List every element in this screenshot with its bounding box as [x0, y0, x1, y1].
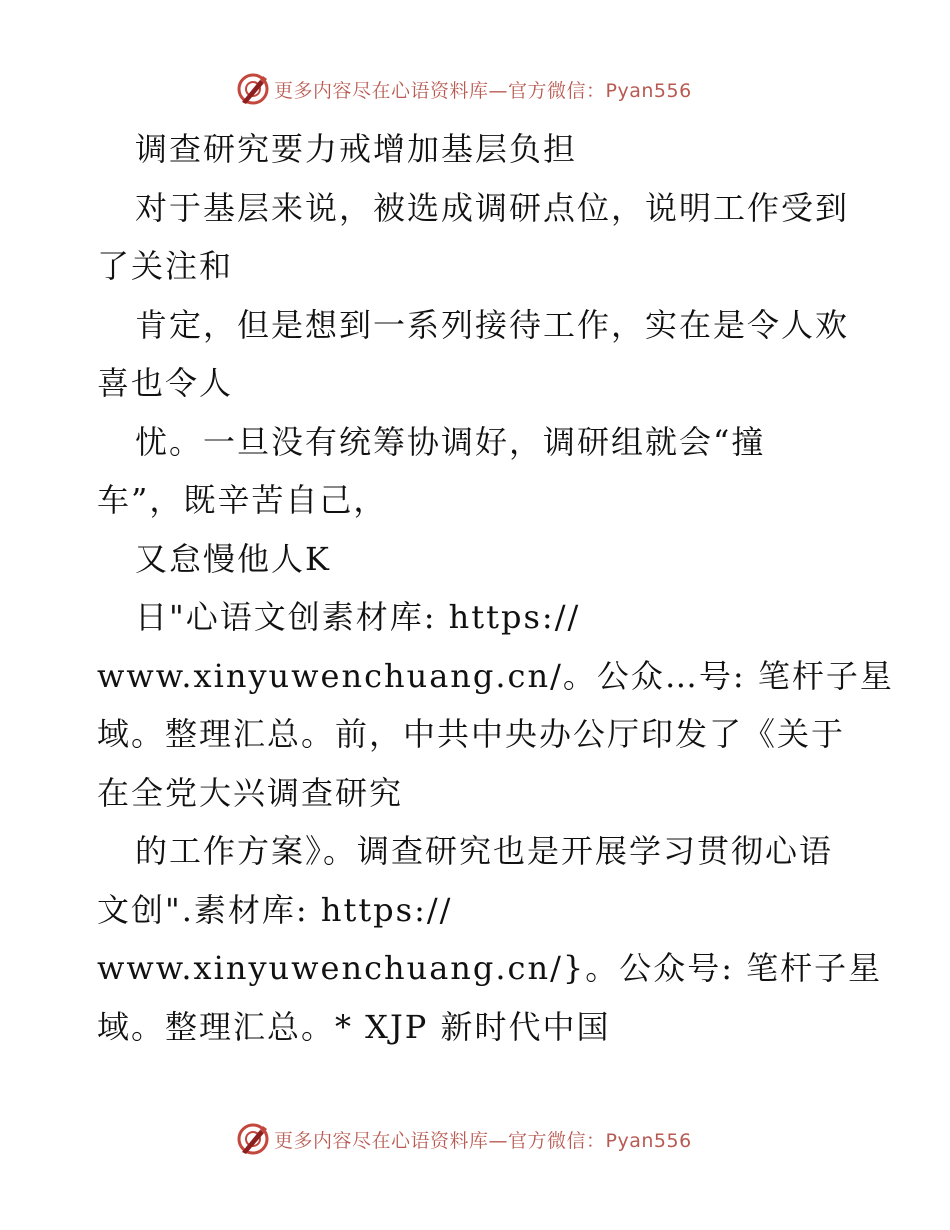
text-line: www.xinyuwenchuang.cn/。公众…号: 笔杆子星	[97, 656, 894, 695]
text-line: 对于基层来说，被选成调研点位，说明工作受到	[135, 188, 850, 227]
text-line: 域。整理汇总。前，中共中央办公厅印发了《关于	[97, 715, 846, 753]
text-line: 又怠慢他人K	[135, 539, 331, 578]
text-line: 在全党大兴调查研究	[97, 773, 404, 812]
text-line: 文创".素材库: https://	[97, 890, 453, 929]
document-body	[97, 120, 894, 1056]
footer-banner-text: 更多内容尽在心语资料库—官方微信：Pyan556	[274, 1129, 692, 1152]
text-line: www.xinyuwenchuang.cn/}。公众号: 笔杆子星	[97, 949, 883, 987]
text-line: 了关注和	[97, 247, 234, 285]
text-line: 域。整理汇总。* XJP 新时代中国	[97, 1007, 611, 1046]
footer-banner	[236, 1122, 756, 1156]
pen-logo-icon	[236, 72, 270, 106]
header-banner-text: 更多内容尽在心语资料库—官方微信：Pyan556	[274, 79, 692, 102]
text-line: 喜也令人	[97, 364, 234, 402]
text-line: 忧。一旦没有统筹协调好，调研组就会“撞	[135, 422, 766, 461]
text-line: 日"心语文创素材库: https://	[135, 598, 581, 636]
text-line: 调查研究要力戒增加基层负担	[135, 130, 578, 168]
header-banner	[236, 72, 756, 106]
text-line: 的工作方案》。调查研究也是开展学习贯彻心语	[135, 832, 834, 870]
text-line: 车”，既辛苦自己，	[97, 481, 388, 519]
pen-logo-icon	[236, 1122, 270, 1156]
text-line: 肯定，但是想到一系列接待工作，实在是令人欢	[135, 305, 850, 344]
